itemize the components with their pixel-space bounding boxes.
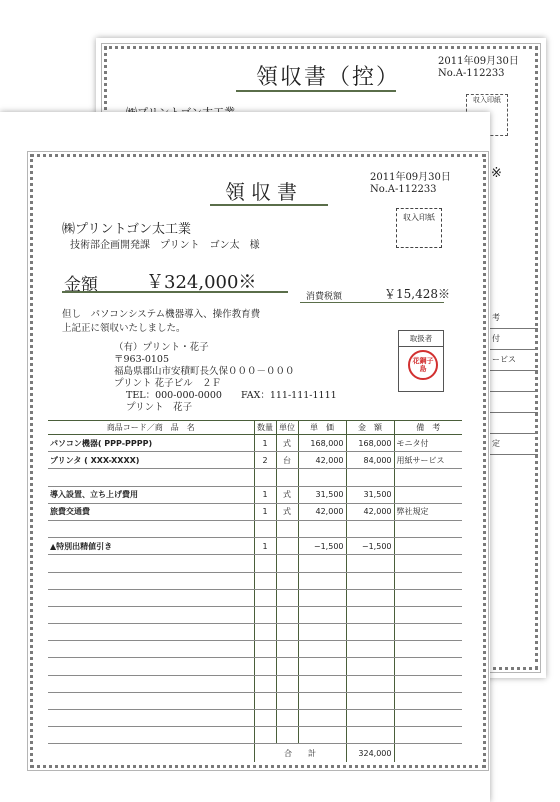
copy-stamp-label: 収入印紙 xyxy=(473,96,501,104)
cell-amount xyxy=(346,658,394,675)
stamp-label: 収入印紙 xyxy=(403,213,435,222)
cell-unit-price: 168,000 xyxy=(298,435,346,452)
cell-product: ▲特別出精値引き xyxy=(48,538,254,555)
table-row xyxy=(48,624,462,641)
cell-qty xyxy=(254,624,276,641)
purpose-note: 但し パソコンシステム機器導入、操作教育費 xyxy=(62,309,261,320)
table-row xyxy=(48,658,462,675)
cell-unit: 式 xyxy=(276,486,298,503)
copy-date: 2011年09月30日 xyxy=(438,56,519,67)
cell-qty xyxy=(254,675,276,692)
cell-unit xyxy=(276,589,298,606)
cell-unit-price xyxy=(298,469,346,486)
tax-value: ￥15,428※ xyxy=(384,287,450,301)
cell-amount xyxy=(346,589,394,606)
receipt-number: No.A-112233 xyxy=(370,184,437,195)
cell-unit xyxy=(276,469,298,486)
copy-remarks-cell xyxy=(488,392,538,413)
cell-unit-price: 42,000 xyxy=(298,452,346,469)
cell-remarks: 弊社規定 xyxy=(394,503,462,520)
cell-product xyxy=(48,624,254,641)
table-row xyxy=(48,469,462,486)
table-row xyxy=(48,727,462,744)
cell-amount: −1,500 xyxy=(346,538,394,555)
cell-remarks: 用紙サービス xyxy=(394,452,462,469)
table-row xyxy=(48,589,462,606)
table-row xyxy=(48,520,462,537)
table-row xyxy=(48,435,462,452)
cell-product xyxy=(48,675,254,692)
copy-date-block xyxy=(438,56,519,80)
cell-product: 導入設置、立ち上げ費用 xyxy=(48,486,254,503)
amount-underline xyxy=(62,291,288,293)
cell-remarks xyxy=(394,641,462,658)
table-row xyxy=(48,555,462,572)
cell-remarks xyxy=(394,692,462,709)
cell-unit-price xyxy=(298,606,346,623)
handler-box xyxy=(398,330,444,392)
tax-underline xyxy=(300,302,444,303)
cell-amount xyxy=(346,572,394,589)
cell-product: 旅費交通費 xyxy=(48,503,254,520)
amount-value: ￥324,000※ xyxy=(146,272,257,293)
title-underline xyxy=(210,204,328,206)
cell-unit xyxy=(276,520,298,537)
table-row xyxy=(48,538,462,555)
table-row xyxy=(48,606,462,623)
cell-unit: 式 xyxy=(276,503,298,520)
cell-product: パソコン機器( PPP-PPPP) xyxy=(48,435,254,452)
header-unit: 単位 xyxy=(276,421,298,435)
copy-remarks-cell xyxy=(488,371,538,392)
cell-remarks xyxy=(394,589,462,606)
cell-product xyxy=(48,727,254,744)
hanko-seal-icon: 花鋼子島 xyxy=(408,350,438,380)
cell-remarks xyxy=(394,572,462,589)
receipt-sheet xyxy=(0,112,490,802)
cell-unit-price xyxy=(298,589,346,606)
cell-remarks xyxy=(394,555,462,572)
cell-qty xyxy=(254,606,276,623)
cell-unit xyxy=(276,692,298,709)
cell-remarks xyxy=(394,658,462,675)
issuer-block xyxy=(114,342,337,414)
cell-unit-price xyxy=(298,658,346,675)
cell-product: プリンタ ( XXX-XXXX) xyxy=(48,452,254,469)
issuer-contact: TEL：000-000-0000 FAX：111-111-1111 xyxy=(126,390,337,401)
tax-label: 消費税額 xyxy=(306,292,343,302)
total-label: 合 計 xyxy=(254,744,346,763)
issuer-building: プリント 花子ビル ２Ｆ xyxy=(114,378,222,389)
receipt-title: 領収書 xyxy=(225,180,303,204)
copy-remarks-cell: 定 xyxy=(488,434,538,455)
receipt-confirmation: 上記正に領収いたしました。 xyxy=(62,323,186,334)
cell-product xyxy=(48,641,254,658)
issue-date: 2011年09月30日 xyxy=(370,172,451,183)
cell-unit-price xyxy=(298,692,346,709)
cell-unit: 式 xyxy=(276,435,298,452)
copy-remarks-column xyxy=(488,308,538,455)
total-remarks xyxy=(394,744,462,763)
cell-remarks xyxy=(394,469,462,486)
cell-qty: 1 xyxy=(254,435,276,452)
cell-remarks: モニタ付 xyxy=(394,435,462,452)
table-row xyxy=(48,710,462,727)
cell-unit-price xyxy=(298,624,346,641)
table-row xyxy=(48,572,462,589)
cell-product xyxy=(48,658,254,675)
cell-amount xyxy=(346,555,394,572)
table-row xyxy=(48,641,462,658)
cell-remarks xyxy=(394,606,462,623)
cell-remarks xyxy=(394,675,462,692)
copy-remarks-cell xyxy=(488,413,538,434)
copy-remarks-header: 考 xyxy=(488,308,538,329)
header-unit-price: 単 価 xyxy=(298,421,346,435)
cell-amount xyxy=(346,675,394,692)
cell-amount xyxy=(346,710,394,727)
issuer-address: 福島県郡山市安積町長久保０００－０００ xyxy=(114,366,295,377)
customer-recipient: 技術部企画開発課 プリント ゴン太 様 xyxy=(70,240,260,251)
cell-unit xyxy=(276,606,298,623)
cell-qty: 1 xyxy=(254,503,276,520)
cell-unit xyxy=(276,538,298,555)
revenue-stamp-box xyxy=(396,208,442,248)
copy-remarks-cell: 付 xyxy=(488,329,538,350)
cell-unit-price xyxy=(298,572,346,589)
cell-remarks xyxy=(394,520,462,537)
cell-product xyxy=(48,692,254,709)
cell-unit xyxy=(276,572,298,589)
cell-unit-price xyxy=(298,641,346,658)
cell-qty xyxy=(254,589,276,606)
header-amount: 金 額 xyxy=(346,421,394,435)
cell-unit xyxy=(276,727,298,744)
cell-product xyxy=(48,710,254,727)
cell-amount xyxy=(346,641,394,658)
cell-unit xyxy=(276,624,298,641)
cell-amount xyxy=(346,727,394,744)
cell-amount xyxy=(346,692,394,709)
cell-product xyxy=(48,589,254,606)
cell-unit-price xyxy=(298,710,346,727)
cell-remarks xyxy=(394,710,462,727)
cell-qty xyxy=(254,727,276,744)
cell-unit-price xyxy=(298,555,346,572)
cell-unit-price xyxy=(298,675,346,692)
cell-unit xyxy=(276,555,298,572)
cell-amount: 31,500 xyxy=(346,486,394,503)
issuer-person: プリント 花子 xyxy=(126,402,193,413)
header-qty: 数量 xyxy=(254,421,276,435)
table-row xyxy=(48,503,462,520)
cell-product xyxy=(48,572,254,589)
cell-unit xyxy=(276,675,298,692)
table-row xyxy=(48,675,462,692)
cell-unit-price: 31,500 xyxy=(298,486,346,503)
header-remarks: 備 考 xyxy=(394,421,462,435)
cell-unit xyxy=(276,710,298,727)
copy-number: No.A-112233 xyxy=(438,68,505,79)
cell-unit-price xyxy=(298,520,346,537)
cell-qty xyxy=(254,555,276,572)
cell-qty: 1 xyxy=(254,538,276,555)
cell-qty xyxy=(254,520,276,537)
table-row xyxy=(48,452,462,469)
cell-unit-price xyxy=(298,727,346,744)
cell-qty xyxy=(254,710,276,727)
table-row xyxy=(48,692,462,709)
cell-remarks xyxy=(394,727,462,744)
cell-qty xyxy=(254,658,276,675)
table-row xyxy=(48,486,462,503)
copy-mark: ※ xyxy=(491,166,502,181)
total-spacer xyxy=(48,744,254,763)
cell-unit-price: −1,500 xyxy=(298,538,346,555)
cell-qty xyxy=(254,469,276,486)
cell-amount: 168,000 xyxy=(346,435,394,452)
cell-product xyxy=(48,520,254,537)
cell-amount: 42,000 xyxy=(346,503,394,520)
cell-remarks xyxy=(394,538,462,555)
cell-amount xyxy=(346,606,394,623)
customer-company: ㈱プリントゴン太工業 xyxy=(62,222,191,237)
cell-amount xyxy=(346,520,394,537)
cell-amount xyxy=(346,624,394,641)
cell-qty xyxy=(254,641,276,658)
cell-qty xyxy=(254,572,276,589)
header-product: 商品コード／商 品 名 xyxy=(48,421,254,435)
title-underline xyxy=(236,90,396,92)
cell-remarks xyxy=(394,486,462,503)
items-body xyxy=(48,435,462,744)
cell-qty: 2 xyxy=(254,452,276,469)
copy-remarks-cell: ービス xyxy=(488,350,538,371)
total-row xyxy=(48,744,462,763)
cell-product xyxy=(48,555,254,572)
items-table xyxy=(48,420,462,762)
cell-amount: 84,000 xyxy=(346,452,394,469)
cell-unit-price: 42,000 xyxy=(298,503,346,520)
cell-unit xyxy=(276,641,298,658)
handler-label: 取扱者 xyxy=(399,331,443,347)
cell-remarks xyxy=(394,624,462,641)
cell-unit: 台 xyxy=(276,452,298,469)
cell-qty xyxy=(254,692,276,709)
copy-title: 領収書（控） xyxy=(256,65,401,90)
amount-label: 金額 xyxy=(64,275,98,295)
cell-qty: 1 xyxy=(254,486,276,503)
date-block xyxy=(370,172,451,196)
cell-unit xyxy=(276,658,298,675)
cell-product xyxy=(48,606,254,623)
issuer-postal: 〒963-0105 xyxy=(114,354,170,365)
total-value: 324,000 xyxy=(346,744,394,763)
cell-product xyxy=(48,469,254,486)
cell-amount xyxy=(346,469,394,486)
issuer-name: （有）プリント・花子 xyxy=(114,342,209,353)
table-header-row xyxy=(48,421,462,435)
